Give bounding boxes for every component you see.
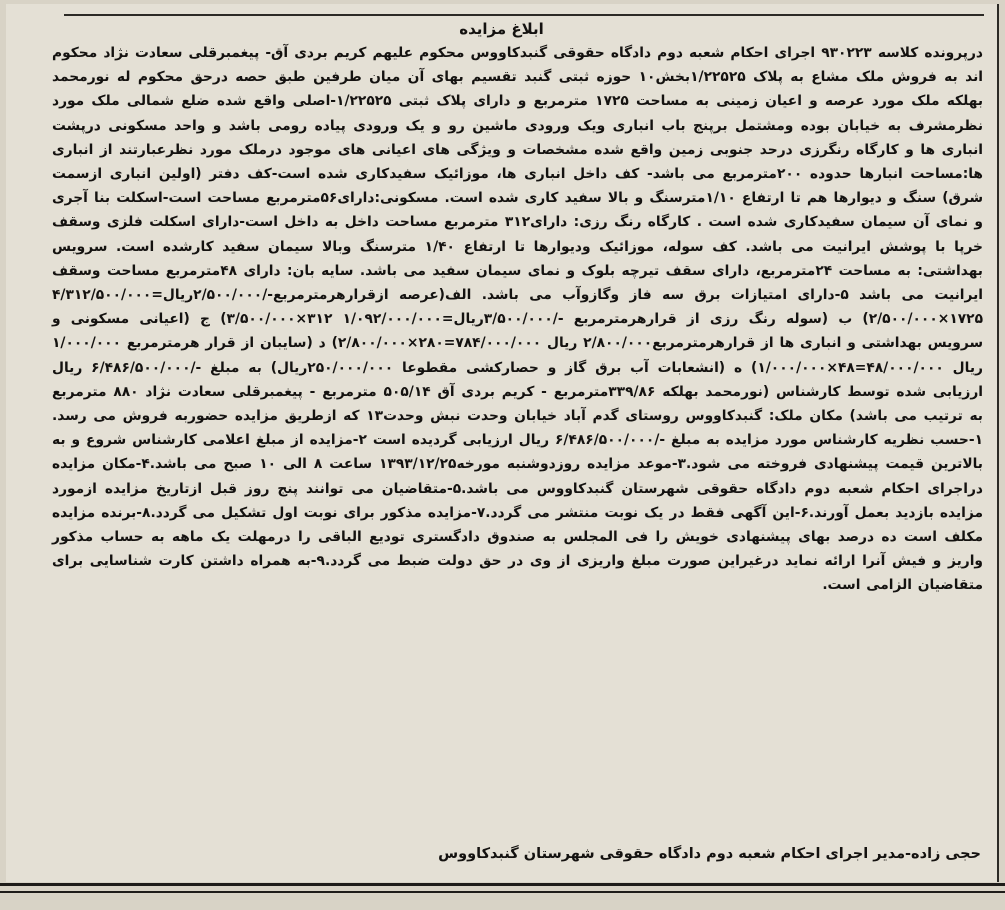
bottom-divider: [0, 883, 1005, 886]
auction-notice: [6, 4, 999, 882]
notice-title: ابلاغ مزایده: [459, 20, 544, 38]
top-divider: [64, 14, 984, 16]
notice-body: درپرونده کلاسه ۹۳۰۲۲۳ اجرای احکام شعبه دوم دادگاه حقوقی گنبدکاووس محکوم علیهم کریم بردی آق- پیغمبرقلی سعادت نژاد محکوم اند به فروش ملک مشاع به پلاک ۱/۲۲۵۲۵بخش۱۰ حوزه ثبتی گنبد تقسیم بهای آن میان طرفین طبق حصه درحق محکوم له نورمحمد بهلکه ملک مورد عرصه و اعیان زمینی به مساحت ۱۷۲۵ مترمربع و دارای پلاک ثبتی ۱/۲۲۵۲۵-اصلی واقع شده ضلع شمالی ملک مورد نظرمشرف به خیابان بوده ومشتمل برپنج باب انباری ویک ورودی ماشین رو و یک ورودی پیاده رومی باشد و واحد مسکونی درپشت انباری ها و کارگاه رنگرزی درحد جنوبی زمین واقع شده مشخصات و ویژگی های اعیانی های موجود درملک مورد نظرعبارتند از انباری ها:مساحت انبارها حدوده ۲۰۰مترمربع می باشد- کف داخل انباری ها، موزائیک سفیدکاری شده است-کف دفتر (اولین انباری ازسمت شرق) سنگ و دیوارها هم تا ارتفاع ۱/۱۰مترسنگ و بالا سفید کاری شده است. مسکونی:دارای۵۶مترمربع مساحت است-اسکلت بنا آجری و نمای آن سیمان سفیدکاری شده است . کارگاه رنگ رزی: دارای۳۱۲ مترمربع مساحت داخل به داخل است-دارای اسکلت فلزی وسقف خرپا با پوشش ایرانیت می باشد. کف سوله، موزائیک ودیوارها تا ارتفاع ۱/۴۰ مترسنگ وبالا سیمان سفید کارشده است. سرویس بهداشتی: به مساحت ۲۴مترمربع، دارای سقف تیرچه بلوک و نمای سیمان سفید می باشد. سایه بان: دارای ۴۸مترمربع مساحت وسقف ایرانیت می باشد ۵-دارای امتیازات برق سه فاز وگازوآب می باشد. الف(عرصه ازقرارهرمترمربع-/۲/۵۰۰/۰۰۰ریال=۴/۳۱۲/۵۰۰/۰۰۰ ۱۷۲۵×۲/۵۰۰/۰۰۰) ب (سوله رنگ رزی از قرارهرمترمربع -/۳/۵۰۰/۰۰۰ریال=۱/۰۹۲/۰۰۰/۰۰۰ ۳۱۲×۳/۵۰۰/۰۰۰) ج (اعیانی مسکونی و سرویس بهداشتی و انباری ها از قرارهرمترمربع۲/۸۰۰/۰۰۰ ریال ۷۸۴/۰۰۰/۰۰۰=۲۸۰×۲/۸۰۰/۰۰۰) د (سایبان از قرار هرمترمربع ۱/۰۰۰/۰۰۰ ریال ۴۸/۰۰۰/۰۰۰=۴۸×۱/۰۰۰/۰۰۰) ه (انشعابات آب برق گاز و حصارکشی مقطوعا ۲۵۰/۰۰۰/۰۰۰ریال) به مبلغ -/۶/۴۸۶/۵۰۰/۰۰۰ ریال ارزیابی شده توسط کارشناس (نورمحمد بهلکه ۳۳۹/۸۶مترمربع - کریم بردی آق ۵۰۵/۱۴ مترمربع - پیغمبرقلی سعادت نژاد ۸۸۰ مترمربع به ترتیب می باشد) مکان ملک: گنبدکاووس روستای گدم آباد خیابان وحدت نبش وحدت۱۳ که ازطریق مزایده حضوربه فروش می رسد. ۱-حسب نظریه کارشناس مورد مزایده به مبلغ -/۶/۴۸۶/۵۰۰/۰۰۰ ریال ارزیابی گردیده است ۲-مزایده از مبلغ اعلامی کارشناس شروع و به بالاترین قیمت پیشنهادی فروخته می شود.۳-موعد مزایده روزدوشنبه مورخه۱۳۹۳/۱۲/۲۵ ساعت ۸ الی ۱۰ صبح می باشد.۴-مکان مزایده دراجرای احکام شعبه دوم دادگاه حقوقی شهرستان گنبدکاووس می باشد.۵-متقاضیان می توانند پنج روز قبل ازتاریخ مزایده ازمورد مزایده بازدید بعمل آورند.۶-این آگهی فقط در یک نوبت منتشر می گردد.۷-مزایده مذکور برای نوبت اول تشکیل می گردد.۸-برنده مزایده مکلف است ده درصد بهای پیشنهادی خویش را فی المجلس به صندوق دادگستری تودیع الباقی را درمهلت یک ماهه به حساب مذکور واریز و فیش آنرا ارائه نماید درغیراین صورت مبلغ واریزی از وی در حق دولت ضبط می گردد.۹-به همراه داشتن کارت شناسایی برای متقاضیان الزامی است.: [52, 45, 984, 594]
notice-signature: حجی زاده-مدیر اجرای احکام شعبه دوم دادگاه حقوقی شهرستان گنبدکاووس: [438, 846, 981, 862]
bottom-divider-secondary: [0, 891, 1005, 893]
